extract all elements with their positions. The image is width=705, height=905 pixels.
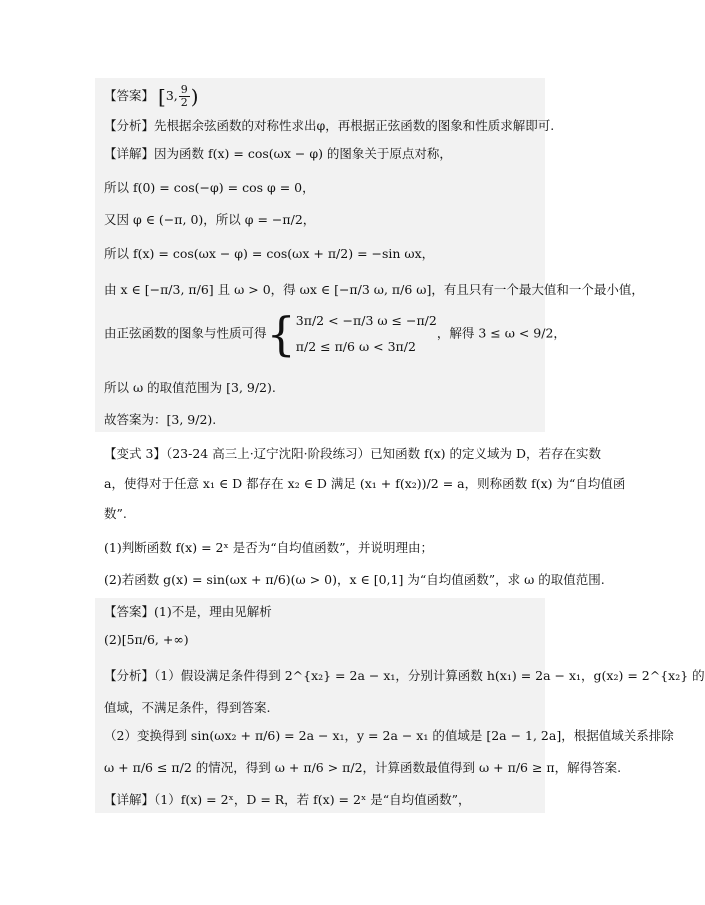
answer-1: 【答案】 [3, $\frac{9}{2}$ ) [104, 83, 199, 109]
detail-1-line-3: 又因 φ ∈ (−π, 0)，所以 φ = −π/2， [104, 212, 316, 227]
detail-1-line-5: 由 x ∈ [−π/3, π/6] 且 ω > 0，得 ωx ∈ [−π/3 ω, π/6 ω]，有且只有一个最大值和一个最小值， [104, 282, 644, 297]
answer-tag: 【答案】 [104, 604, 155, 619]
variant-text-1: 已知函数 f(x) 的定义域为 D，若存在实数 [370, 446, 602, 461]
answer-tag: 【答案】 [104, 88, 155, 103]
detail-1-line-8: 故答案为：[3, 9/2). [104, 412, 217, 427]
detail-text: 因为函数 f(x) = cos(ωx − φ) 的图象关于原点对称， [154, 146, 452, 161]
inequality-2: π/2 ≤ π/6 ω < 3π/2 [295, 339, 416, 354]
analysis-2-line-4: ω + π/6 ≤ π/2 的情况，得到 ω + π/6 > π/2，计算函数最值得到 ω + π/6 ≥ π，解得答案. [104, 760, 622, 775]
detail-1-line-2: 所以 f(0) = cos(−φ) = cos φ = 0， [104, 180, 315, 195]
analysis-tag: 【分析】 [104, 668, 155, 683]
variant-text-3: 数”. [104, 506, 127, 521]
question-1: (1)判断函数 f(x) = 2ˣ 是否为“自均值函数”，并说明理由； [104, 540, 434, 555]
variant-tag: 【变式 3】 [104, 446, 166, 461]
variant-header [104, 446, 601, 462]
variant-text-2: a，使得对于任意 x₁ ∈ D 都存在 x₂ ∈ D 满足 (x₁ + f(x₂))/2 = a，则称函数 f(x) 为“自均值函 [104, 476, 626, 491]
analysis-2-line-3: （2）变换得到 sin(ωx₂ + π/6) = 2a − x₁，y = 2a − x₁ 的值域是 [2a − 1, 2a]，根据值域关系排除 [104, 728, 674, 743]
detail-1-line-1 [104, 146, 452, 162]
detail-tag: 【详解】 [104, 792, 155, 807]
inequality-1: 3π/2 < −π/3 ω ≤ −π/2 [295, 313, 437, 328]
answer-2-line-2: (2)[5π/6, +∞) [104, 632, 189, 647]
detail-1-line-7: 所以 ω 的取值范围为 [3, 9/2). [104, 380, 276, 395]
answer-2-part-1: (1)不是，理由见解析 [154, 604, 272, 619]
system-result: ，解得 3 ≤ ω < 9/2， [436, 325, 566, 341]
analysis-2-line-1 [104, 668, 705, 684]
question-2: (2)若函数 g(x) = sin(ωx + π/6)(ω > 0)，x ∈ [0,1] 为“自均值函数”，求 ω 的取值范围. [104, 572, 605, 587]
detail-tag: 【详解】 [104, 146, 155, 161]
detail-2-text: （1）f(x) = 2ˣ，D = R，若 f(x) = 2ˣ 是“自均值函数”， [154, 792, 471, 807]
detail-1-line-4: 所以 f(x) = cos(ωx − φ) = cos(ωx + π/2) = −sin ωx， [104, 246, 435, 261]
analysis-text: 先根据余弦函数的对称性求出φ，再根据正弦函数的图象和性质求解即可. [154, 118, 555, 133]
analysis-2-text-1: （1）假设满足条件得到 2^{x₂} = 2a − x₁，分别计算函数 h(x₁) = 2a − x₁，g(x₂) = 2^{x₂} 的 [154, 668, 705, 683]
answer-2-line-1 [104, 604, 272, 620]
system-intro: 由正弦函数的图象与性质可得 [104, 325, 267, 341]
detail-1-system: 由正弦函数的图象与性质可得{ 3π/2 < −π/3 ω ≤ −π/2 π/2 ≤ π/6 ω < 3π/2 ，解得 3 ≤ ω < 9/2， [104, 307, 566, 361]
analysis-2-line-2: 值域，不满足条件，得到答案. [104, 700, 271, 715]
detail-2-line-1 [104, 792, 471, 808]
analysis-tag: 【分析】 [104, 118, 155, 133]
analysis-1 [104, 118, 554, 134]
variant-source: （23-24 高三上·辽宁沈阳·阶段练习） [165, 446, 371, 461]
